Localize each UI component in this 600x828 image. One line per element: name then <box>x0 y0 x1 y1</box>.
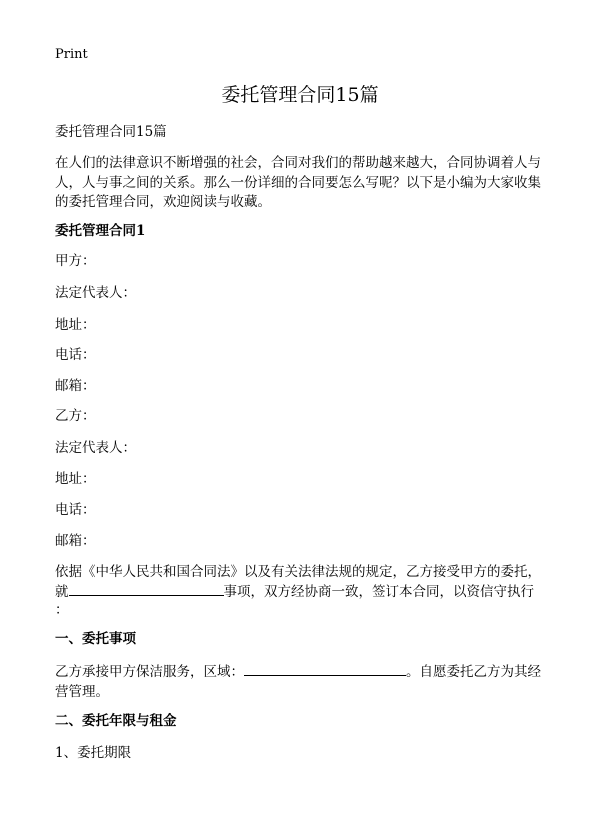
intro-line-2: 人，人与事之间的关系。那么一份详细的合同要怎么写呢？以下是小编为大家收集 <box>55 175 541 191</box>
postal-a-label: 邮箱： <box>55 378 96 394</box>
basis-line-2-prefix: 就 <box>55 584 69 600</box>
address-b-label: 地址： <box>55 471 96 487</box>
postal-b-label: 邮箱： <box>55 533 96 549</box>
print-link[interactable]: Print <box>55 47 88 62</box>
party-b-label: 乙方： <box>55 408 96 424</box>
intro-line-1: 在人们的法律意识不断增强的社会，合同对我们的帮助越来越大，合同协调着人与 <box>55 155 541 171</box>
basis-line-1: 依据《中华人民共和国合同法》以及有关法律法规的规定，乙方接受甲方的委托， <box>55 564 541 580</box>
party-a-label: 甲方： <box>55 253 96 269</box>
basis-line-3: ： <box>55 602 69 618</box>
address-a-label: 地址： <box>55 317 96 333</box>
item1-line-2: 营管理。 <box>55 684 109 700</box>
document-subtitle: 委托管理合同15篇 <box>55 124 167 140</box>
section-title-contract-1: 委托管理合同1 <box>55 223 146 239</box>
phone-b-label: 电话： <box>55 502 96 518</box>
area-blank <box>244 661 406 676</box>
basis-line-2-suffix: 事项，双方经协商一致，签订本合同，以资信守执行 <box>223 584 534 600</box>
intro-line-3: 的委托管理合同，欢迎阅读与收藏。 <box>55 194 271 210</box>
legal-rep-a-label: 法定代表人： <box>55 285 136 301</box>
sub-item-term: 1、委托期限 <box>55 745 132 761</box>
phone-a-label: 电话： <box>55 347 96 363</box>
heading-term-and-rent: 二、委托年限与租金 <box>55 713 177 729</box>
item1-line-1 <box>55 660 541 680</box>
matter-blank <box>69 581 224 596</box>
heading-entrusted-matters: 一、委托事项 <box>55 631 136 647</box>
legal-rep-b-label: 法定代表人： <box>55 440 136 456</box>
basis-line-2 <box>55 580 534 600</box>
item1-line-1-suffix: 。自愿委托乙方为其经 <box>406 664 541 680</box>
document-title: 委托管理合同15篇 <box>221 84 379 106</box>
item1-line-1-prefix: 乙方承接甲方保洁服务，区域： <box>55 664 244 680</box>
